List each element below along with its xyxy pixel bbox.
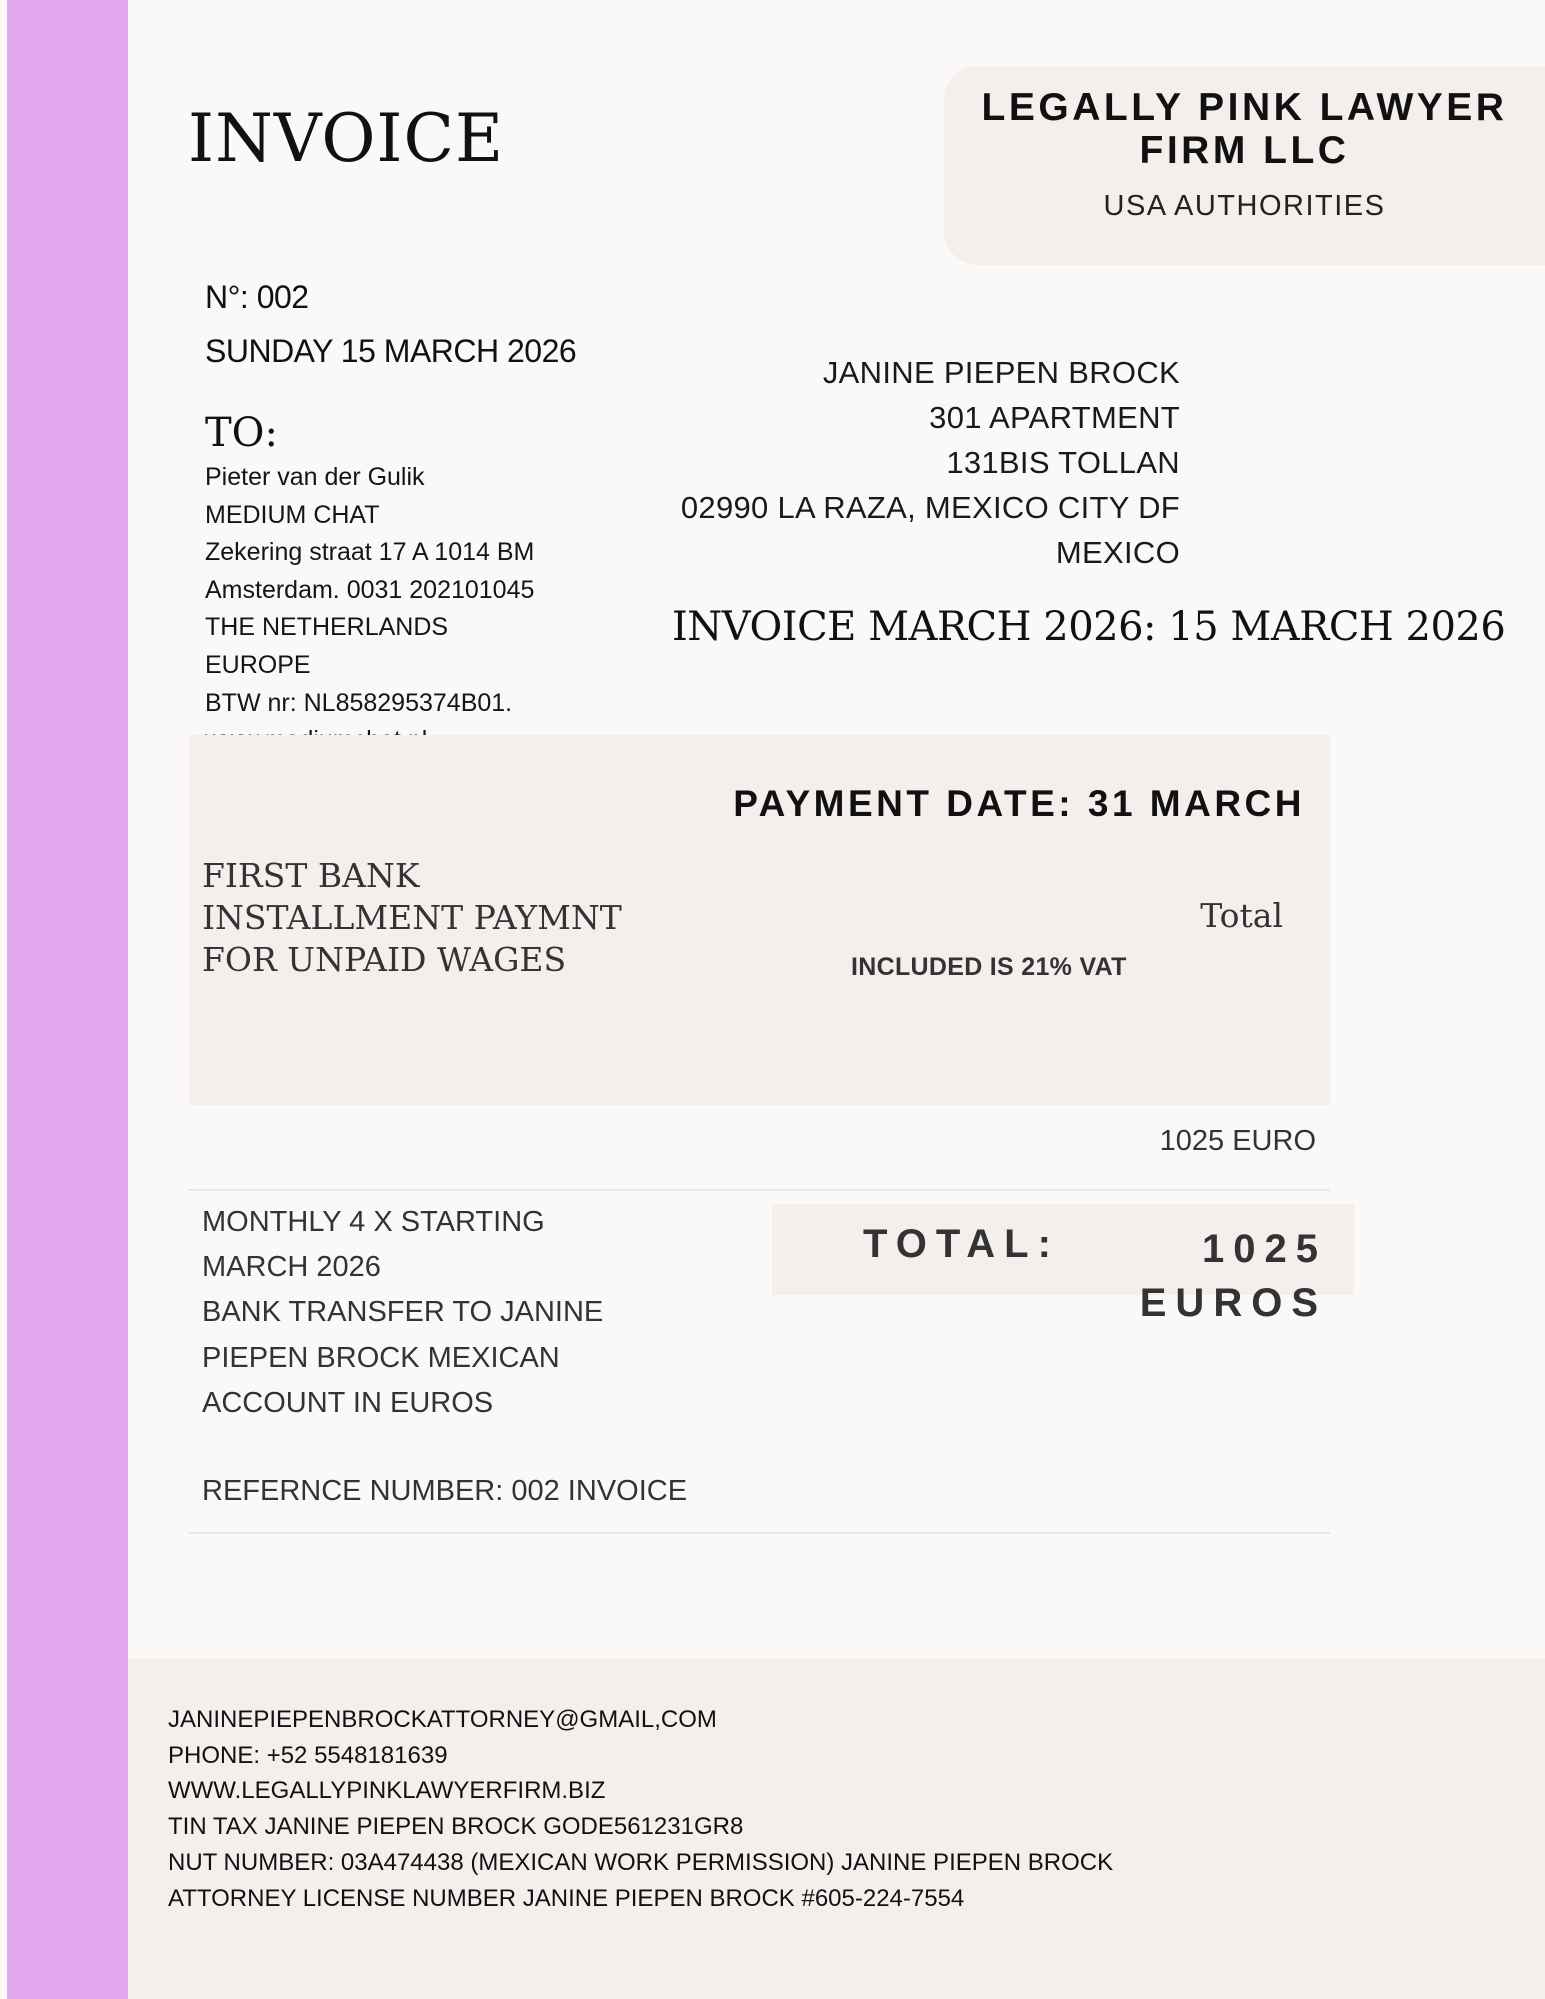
firm-name: [944, 86, 1545, 172]
terms-line: MONTHLY 4 X STARTING: [202, 1206, 545, 1238]
footer-license: ATTORNEY LICENSE NUMBER JANINE PIEPEN BROCK #605-224-7554: [168, 1884, 965, 1912]
recipient-line: Pieter van der Gulik: [205, 463, 425, 491]
grand-total-value: [1127, 1222, 1327, 1330]
grand-total-label: TOTAL:: [863, 1222, 1060, 1266]
terms-line: BANK TRANSFER TO JANINE: [202, 1296, 604, 1329]
line-item-amount: 1025 EURO: [1159, 1125, 1316, 1157]
description-line: FIRST BANK: [202, 856, 420, 895]
invoice-period-heading: INVOICE MARCH 2026: 15 MARCH 2026: [672, 604, 1506, 650]
recipient-line: MEDIUM CHAT: [205, 500, 380, 529]
footer-nut: NUT NUMBER: 03A474438 (MEXICAN WORK PERMISSION) JANINE PIEPEN BROCK: [168, 1848, 1114, 1876]
footer-email: JANINEPIEPENBROCKATTORNEY@GMAIL,COM: [168, 1706, 717, 1733]
recipient-line: Zekering straat 17 A 1014 BM: [205, 538, 535, 567]
description-line: FOR UNPAID WAGES: [202, 940, 567, 979]
recipient-line: EUROPE: [205, 650, 311, 679]
footer-tin: TIN TAX JANINE PIEPEN BROCK GODE561231GR8: [168, 1813, 744, 1841]
footer-website: WWW.LEGALLYPINKLAWYERFIRM.BIZ: [168, 1777, 606, 1805]
payment-date: PAYMENT DATE: 31 MARCH: [733, 783, 1305, 824]
footer-phone: PHONE: +52 5548181639: [168, 1741, 448, 1769]
description-line: INSTALLMENT PAYMNT: [202, 898, 622, 937]
firm-name-line-1: LEGALLY PINK LAWYER: [981, 86, 1508, 129]
sender-line: 131BIS TOLLAN: [946, 445, 1180, 480]
grand-total-currency: EUROS: [1139, 1281, 1327, 1325]
invoice-number: N°: 002: [205, 279, 309, 315]
vat-note: INCLUDED IS 21% VAT: [851, 953, 1127, 981]
divider: [189, 1189, 1330, 1191]
document-title: INVOICE: [188, 100, 505, 177]
payment-terms: [202, 1200, 603, 1426]
firm-subtitle: USA AUTHORITIES: [1103, 190, 1386, 222]
terms-line: PIEPEN BROCK MEXICAN: [202, 1341, 560, 1374]
firm-name-line-2: FIRM LLC: [1139, 129, 1350, 172]
line-item-description: [202, 855, 622, 981]
sender-line: JANINE PIEPEN BROCK: [822, 355, 1180, 390]
sender-line: 02990 LA RAZA, MEXICO CITY DF: [680, 490, 1180, 525]
terms-line: MARCH 2026: [202, 1251, 381, 1284]
footer-contact-info: [168, 1702, 1113, 1916]
recipient-label: TO:: [205, 410, 278, 456]
invoice-date: SUNDAY 15 MARCH 2026: [205, 333, 577, 369]
recipient-line: THE NETHERLANDS: [205, 613, 449, 642]
sender-line: MEXICO: [1055, 535, 1180, 570]
sender-line: 301 APARTMENT: [929, 400, 1180, 435]
terms-line: ACCOUNT IN EUROS: [202, 1386, 494, 1419]
decorative-side-stripe: [7, 0, 128, 1999]
recipient-line: BTW nr: NL858295374B01.: [205, 688, 513, 717]
reference-number: REFERNCE NUMBER: 002 INVOICE: [202, 1475, 688, 1507]
recipient-line: Amsterdam. 0031 202101045: [205, 575, 535, 604]
sender-address: [681, 350, 1180, 575]
total-column-label: Total: [1200, 896, 1283, 935]
recipient-address: [205, 459, 534, 760]
grand-total-amount: 1025: [1202, 1227, 1327, 1271]
divider: [189, 1532, 1330, 1534]
page-margin: [0, 0, 7, 1999]
